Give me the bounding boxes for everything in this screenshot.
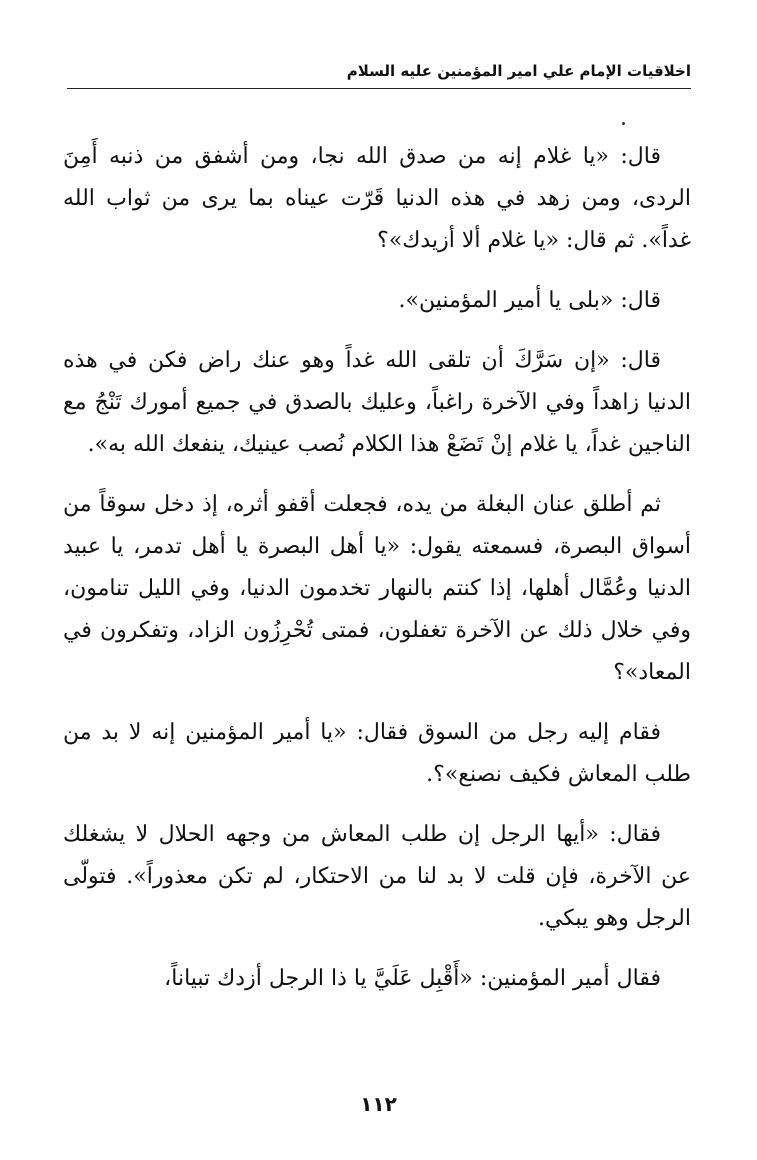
paragraph-1: قال: «يا غلام إنه من صدق الله نجا، ومن أشفق من ذنبه أَمِنَ الردى، ومن زهد في هذه الدنيا قَرّت عيناه بما يرى من ثواب الله غداً». ثم قال: «يا غلام ألا أزيدك»؟	[63, 144, 691, 253]
running-header	[67, 58, 691, 84]
paragraph-4: ثم أطلق عنان البغلة من يده، فجعلت أقفو أثره، إذ دخل سوقاً من أسواق البصرة، فسمعته يقول: «يا أهل البصرة يا أهل تدمر، يا عبيد الدنيا وعُمَّال أهلها، إذا كنتم بالنهار تخدمون الدنيا، وفي الليل تنامون، وفي خلال ذلك عن الآخرة تغفلون، فمتى تُحْرِزُون الزاد، وتفكرون في المعاد»؟	[63, 492, 691, 685]
paragraph-3: قال: «إن سَرَّكَ أن تلقى الله غداً وهو عنك راض فكن في هذه الدنيا زاهداً وفي الآخرة راغباً، وعليك بالصدق في جميع أمورك تَنْجُ مع الناجين غداً، يا غلام إنْ تَضَعْ هذا الكلام نُصب عينيك، ينفعك الله به».	[63, 348, 691, 457]
paragraph-7: فقال أمير المؤمنين: «أَقْبِل عَلَيَّ يا ذا الرجل أزدك تبياناً،	[164, 966, 661, 991]
header-rule	[67, 88, 691, 89]
header-title: اخلاقيات الإمام علي امير المؤمنين عليه السلام	[346, 62, 691, 80]
paragraph-5: فقام إليه رجل من السوق فقال: «يا أمير المؤمنين إنه لا بد من طلب المعاش فكيف نصنع»؟.	[63, 720, 691, 787]
ink-dot	[622, 122, 625, 125]
body-text	[63, 136, 691, 1018]
page-number: ١١٢	[360, 1092, 397, 1116]
paragraph-2: قال: «بلى يا أمير المؤمنين».	[398, 288, 661, 313]
paragraph-6: فقال: «أيها الرجل إن طلب المعاش من وجهه الحلال لا يشغلك عن الآخرة، فإن قلت لا بد لنا من الاحتكار، لم تكن معذوراً». فتولّى الرجل وهو يبكي.	[63, 822, 691, 931]
